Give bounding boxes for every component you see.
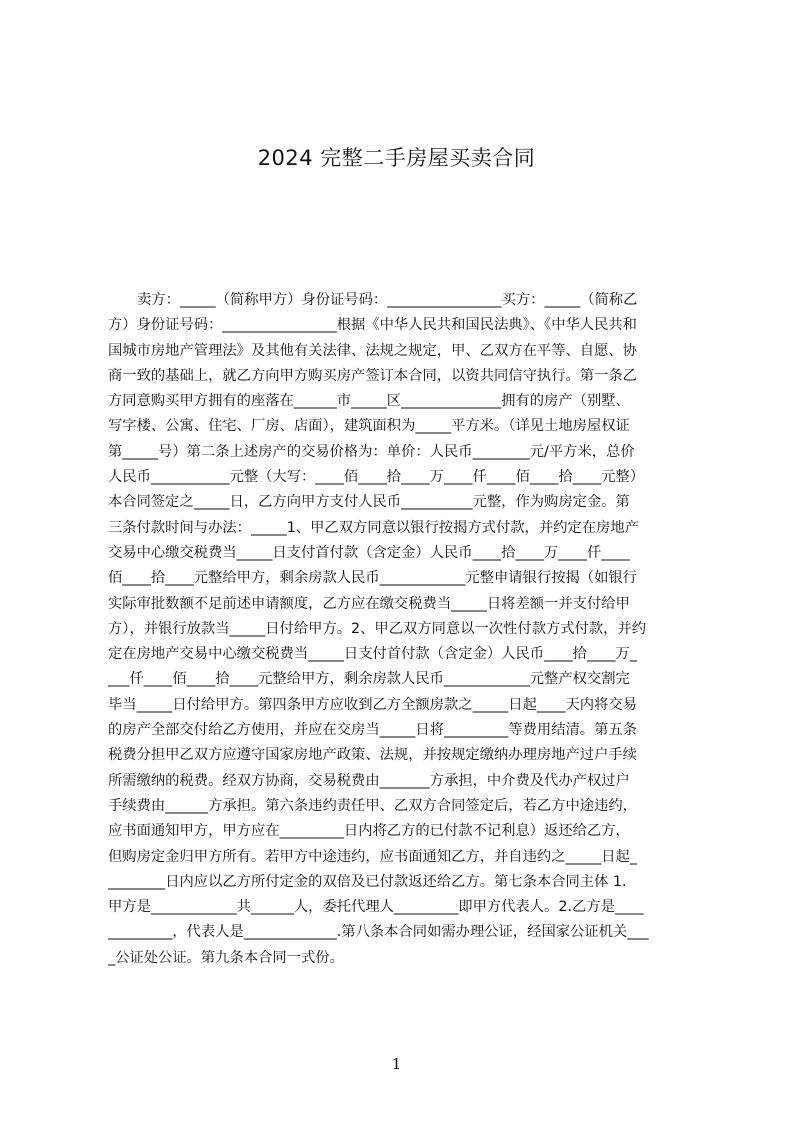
body-line: ___仟____佰____拾____元整给甲方，剩余房款人民币____________元整产权交割完 [108, 671, 630, 688]
body-line: 国城市房地产管理法》及其他有关法律、法规之规定，甲、乙双方在平等、自愿、协 [108, 342, 637, 359]
page-number: 1 [391, 1055, 402, 1073]
contract-body [108, 288, 688, 971]
body-line: 方）身份证号码：________________根据《中华人民共和国民法典》、《中华人民共和 [108, 317, 637, 334]
body-line: 方），并银行放款当_____日付给甲方。2、甲乙双方同意以一次性付款方式付款，并约 [108, 620, 647, 637]
body-line: 甲方是____________共______人，委托代理人_________即甲方代表人。2.乙方是____ [108, 899, 644, 916]
body-line: 本合同签定之_____日，乙方向甲方支付人民币__________元整，作为购房定金。第 [108, 494, 630, 511]
body-line: 卖方：_____（简称甲方）身份证号码：________________买方：_____（简称乙 [137, 292, 638, 308]
body-line: 写字楼、公寓、住宅、厂房、店面），建筑面积为_____平方米。（详见土地房屋权证 [108, 418, 630, 435]
document-title: 2024 完整二手房屋买卖合同 [257, 146, 536, 170]
body-line: 税费分担甲乙双方应遵守国家房地产政策、法规，并按规定缴纳办理房地产过户手续 [108, 747, 637, 764]
body-line: 第_____号）第二条上述房产的交易价格为：单价：人民币________元/平方米，总价 [108, 443, 635, 460]
body-line: 实际审批数额不足前述申请额度，乙方应在缴交税费当_____日将差额一并支付给甲 [108, 595, 630, 612]
body-line: 所需缴纳的税费。经双方协商，交易税费由_______方承担，中介费及代办产权过户 [108, 772, 630, 789]
body-line: 应书面通知甲方，甲方应在_________日内将乙方的已付款不记利息）返还给乙方， [108, 823, 630, 840]
body-line: 三条付款时间与办法：_____1、甲乙双方同意以银行按揭方式付款，并约定在房地产 [108, 519, 639, 536]
body-line: 商一致的基础上，就乙方向甲方购买房产签订本合同，以资共同信守执行。第一条乙 [108, 367, 637, 384]
body-line: 但购房定金归甲方所有。若甲方中途违约，应书面通知乙方，并自违约之_____日起_ [108, 848, 637, 865]
body-line: 的房产全部交付给乙方使用，并应在交房当_____日将_________等费用结清。第五条 [108, 722, 637, 739]
body-line: 交易中心缴交税费当_____日支付首付款（含定金）人民币____拾____万____仟____ [108, 544, 630, 561]
body-line: 毕当_____日付给甲方。第四条甲方应收到乙方全额房款之_____日起____天内将交易 [108, 696, 637, 713]
body-line: 佰____拾____元整给甲方，剩余房款人民币____________元整申请银行按揭（如银行 [108, 570, 637, 587]
body-line: ________日内应以乙方所付定金的双倍及已付款返还给乙方。第七条本合同主体 1. [108, 873, 627, 890]
body-line: 定在房地产交易中心缴交税费当_____日支付首付款（含定金）人民币____拾____万_ [108, 646, 637, 663]
body-line: 人民币___________元整（大写：____佰____拾____万____仟____佰____拾____元整） [108, 469, 645, 486]
body-line: _公证处公证。第九条本合同一式份。 [108, 949, 344, 966]
body-line: 方同意购买甲方拥有的座落在______市_____区______________拥有的房产（别墅、 [108, 393, 630, 410]
body-line: 手续费由______方承担。第六条违约责任甲、乙双方合同签定后，若乙方中途违约， [108, 797, 637, 814]
body-line: _________，代表人是_____________.第八条本合同如需办理公证，经国家公证机关___ [108, 924, 649, 941]
